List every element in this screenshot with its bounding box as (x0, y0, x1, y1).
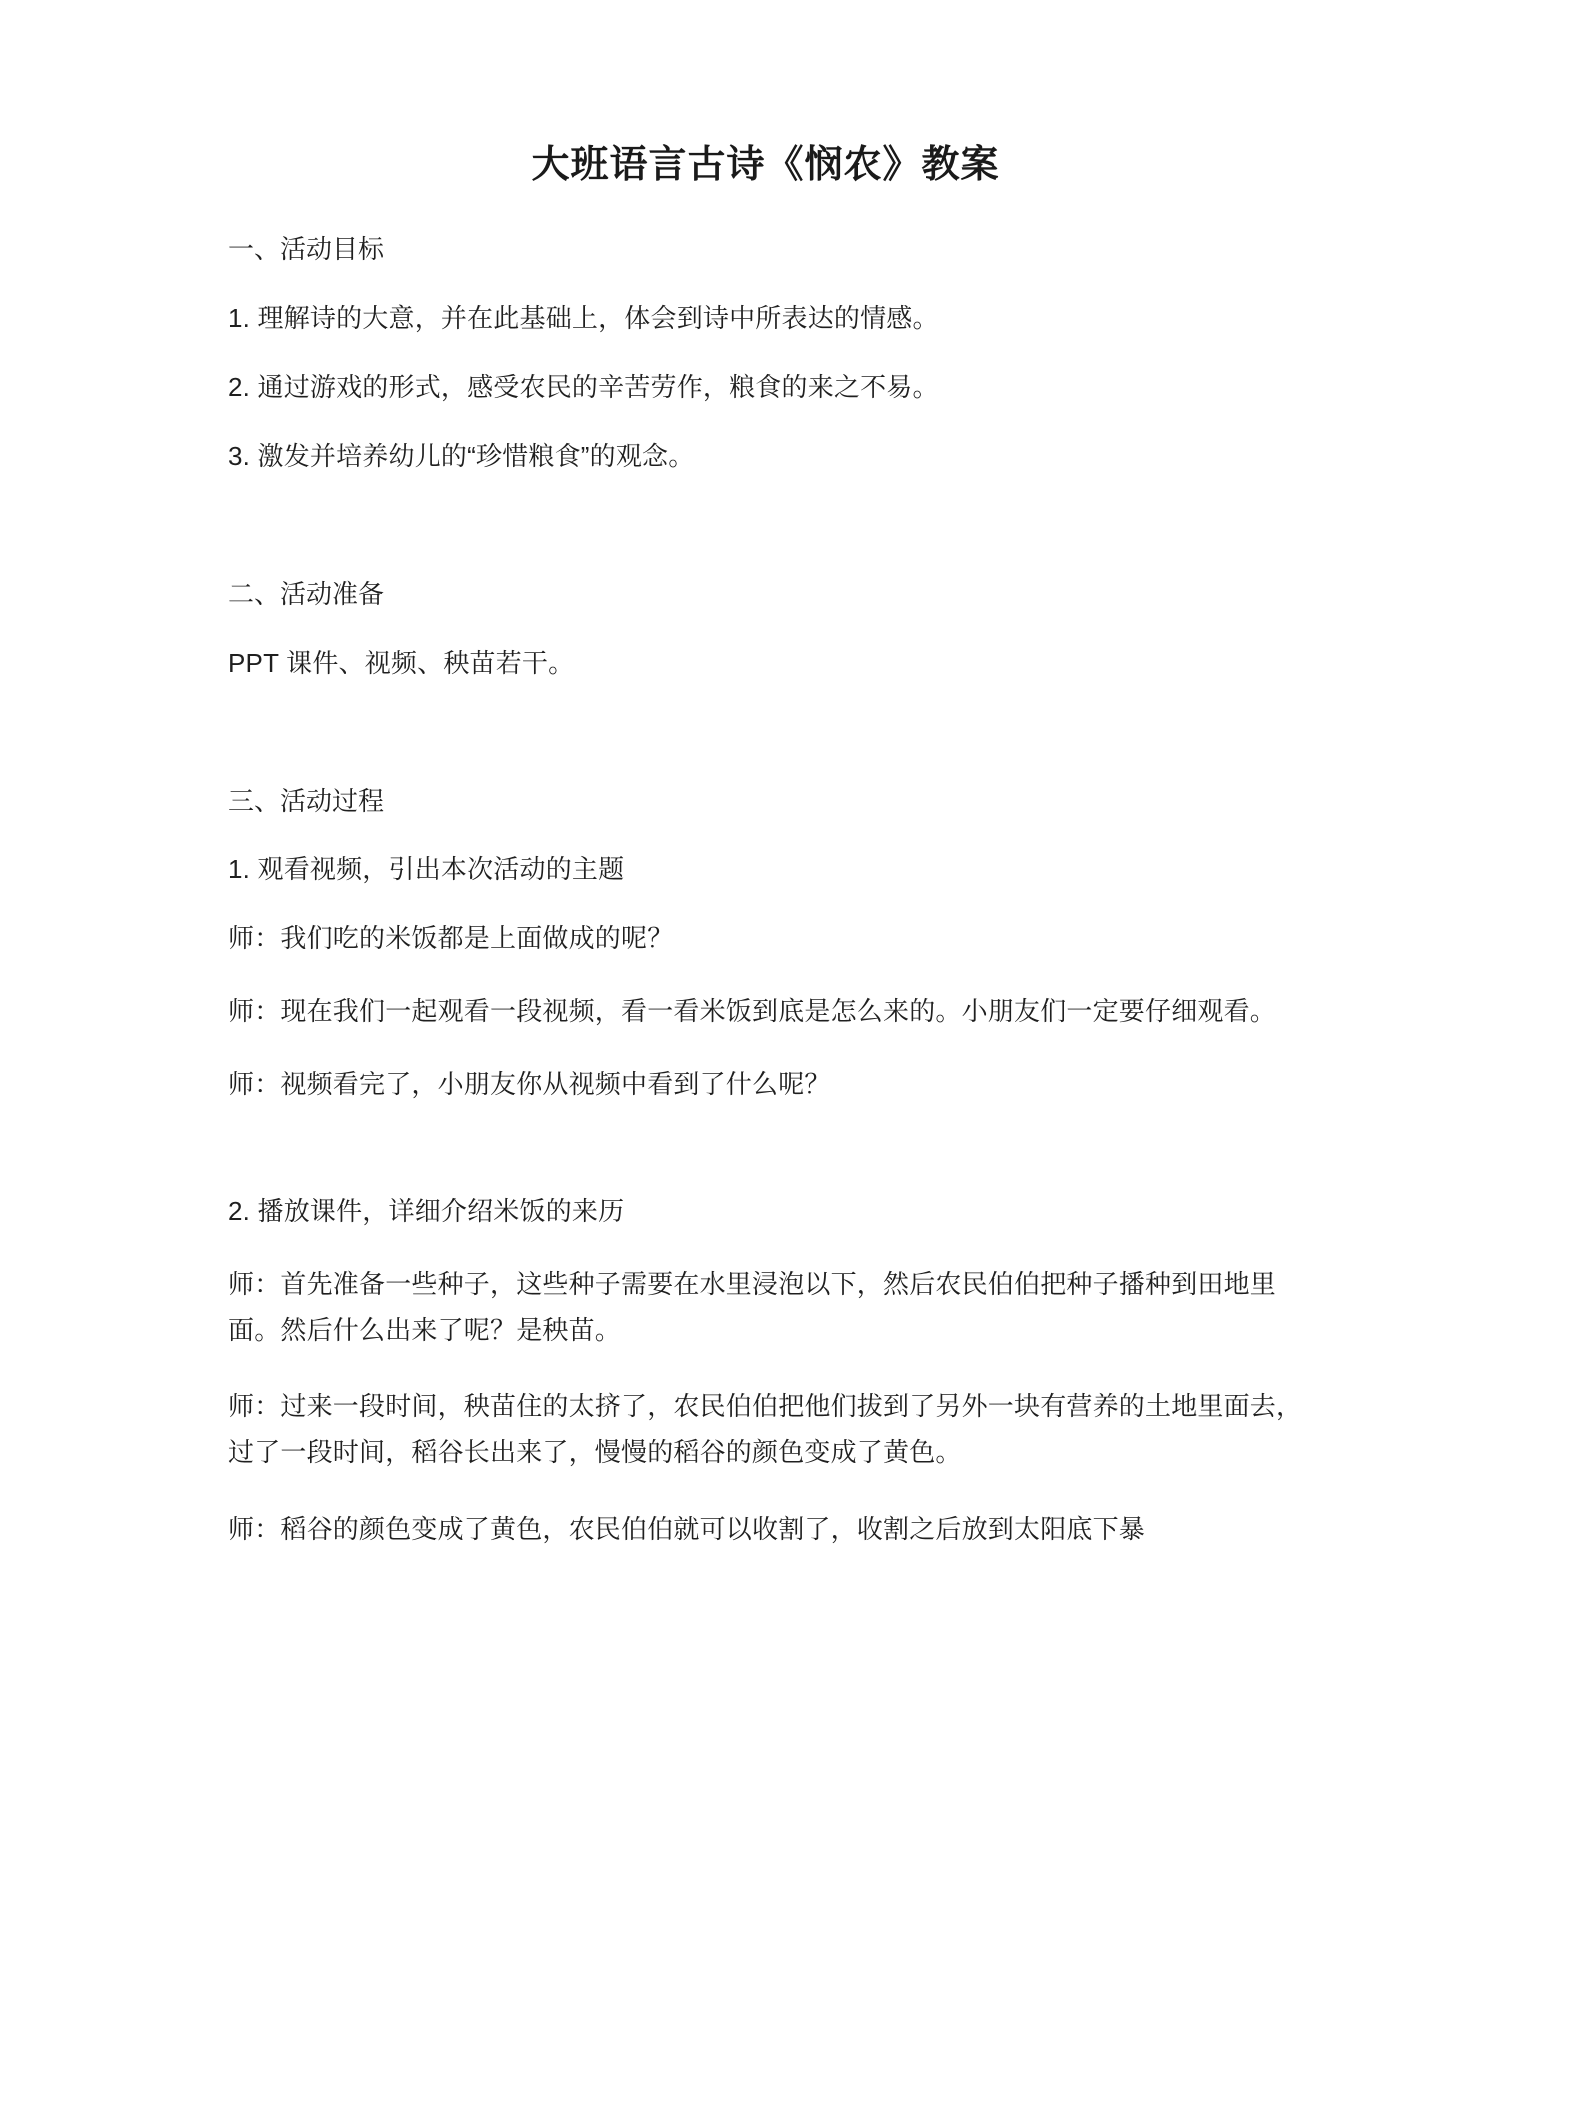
teacher-line-2: 师：现在我们一起观看一段视频，看一看米饭到底是怎么来的。小朋友们一定要仔细观看。 (228, 996, 1277, 1027)
spacer (228, 407, 1348, 437)
process-step-2: 2. 播放课件，详细介绍米饭的来历 (228, 1195, 625, 1226)
section-activity-process (228, 783, 1348, 1552)
spacer (228, 889, 1348, 919)
spacer (228, 191, 1348, 231)
spacer (228, 958, 1348, 988)
process-step-1: 1. 观看视频，引出本次活动的主题 (228, 854, 625, 885)
section-activity-goals (228, 231, 1348, 476)
spacer (228, 1476, 1348, 1506)
spacer (228, 1231, 1348, 1261)
teacher-line-5: 师：过来一段时间，秧苗住的太挤了，农民伯伯把他们拔到了另外一块有营养的土地里面去，过了一段时间，稻谷长出来了，慢慢的稻谷的颜色变成了黄色。 (228, 1391, 1303, 1468)
preparation-item-1: PPT 课件、视频、秧苗若干。 (228, 647, 575, 678)
teacher-line-3: 师：视频看完了，小朋友你从视频中看到了什么呢？ (228, 1068, 831, 1099)
page-title: 大班语言古诗《悯农》教案 (531, 144, 1000, 186)
spacer (228, 820, 1348, 850)
spacer (228, 614, 1348, 644)
teacher-line-1: 师：我们吃的米饭都是上面做成的呢？ (228, 923, 674, 954)
spacer (228, 476, 1348, 576)
goal-item-1: 1. 理解诗的大意，并在此基础上，体会到诗中所表达的情感。 (228, 302, 939, 333)
goal-item-3: 3. 激发并培养幼儿的“珍惜粮食”的观念。 (228, 440, 695, 471)
section-heading-3: 三、活动过程 (228, 785, 385, 816)
spacer (228, 683, 1348, 783)
spacer (228, 1353, 1348, 1383)
spacer (228, 269, 1348, 299)
section-heading-2: 二、活动准备 (228, 578, 385, 609)
document-body (228, 0, 1348, 1552)
spacer (228, 338, 1348, 368)
goal-item-2: 2. 通过游戏的形式，感受农民的辛苦劳作，粮食的来之不易。 (228, 371, 939, 402)
spacer (228, 1104, 1348, 1192)
teacher-line-6: 师：稻谷的颜色变成了黄色，农民伯伯就可以收割了，收割之后放到太阳底下暴 (228, 1513, 1146, 1544)
section-activity-preparation (228, 576, 1348, 683)
section-heading-1: 一、活动目标 (228, 234, 385, 265)
teacher-line-4: 师：首先准备一些种子，这些种子需要在水里浸泡以下，然后农民伯伯把种子播种到田地里面。然后什么出来了呢？是秧苗。 (228, 1268, 1277, 1345)
spacer (228, 1035, 1348, 1065)
